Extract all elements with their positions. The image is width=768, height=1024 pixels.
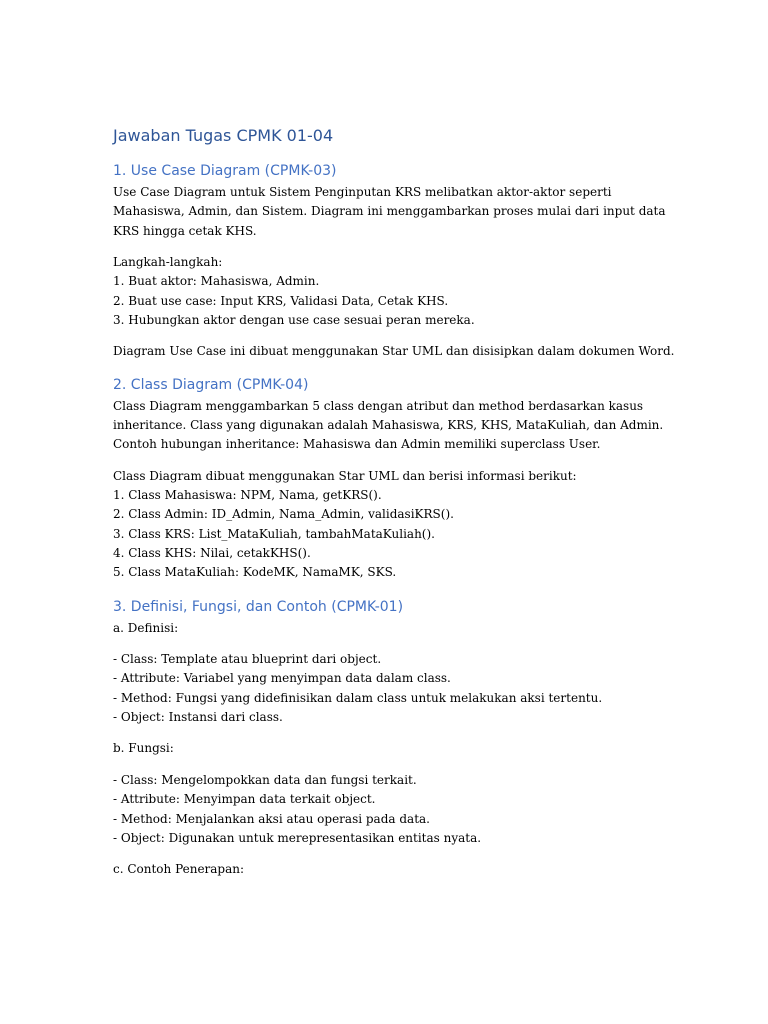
text-line: Use Case Diagram untuk Sistem Penginputan KRS melibatkan aktor-aktor seperti xyxy=(113,185,612,199)
section-heading: 1. Use Case Diagram (CPMK-03) xyxy=(113,163,337,179)
paragraph xyxy=(113,342,675,361)
document-body xyxy=(113,160,675,880)
section-heading: 2. Class Diagram (CPMK-04) xyxy=(113,376,309,393)
text-line: a. Definisi: xyxy=(113,620,179,635)
section-heading: 3. Definisi, Fungsi, dan Contoh (CPMK-01) xyxy=(113,598,404,615)
text-line: 2. Buat use case: Input KRS, Validasi Data, Cetak KHS. xyxy=(113,293,449,308)
text-line: - Method: Fungsi yang didefinisikan dalam class untuk melakukan aksi tertentu. xyxy=(113,690,603,705)
text-line: 2. Class Admin: ID_Admin, Nama_Admin, validasiKRS(). xyxy=(113,507,454,522)
text-line: - Object: Digunakan untuk merepresentasikan entitas nyata. xyxy=(113,830,482,845)
text-line: - Attribute: Menyimpan data terkait object. xyxy=(113,792,376,807)
text-line: Langkah-langkah: xyxy=(113,255,223,270)
text-line: - Class: Template atau blueprint dari object. xyxy=(113,652,382,667)
text-line: Diagram Use Case ini dibuat menggunakan Star UML dan disisipkan dalam dokumen Word. xyxy=(113,344,675,359)
document-section xyxy=(113,596,668,880)
paragraph xyxy=(113,467,668,583)
paragraph xyxy=(113,739,668,758)
text-line: 3. Hubungkan aktor dengan use case sesuai peran mereka. xyxy=(113,312,475,327)
text-line: - Class: Mengelompokkan data dan fungsi terkait. xyxy=(113,772,417,787)
text-line: b. Fungsi: xyxy=(113,741,174,756)
text-line: 3. Class KRS: List_MataKuliah, tambahMataKuliah(). xyxy=(113,526,435,541)
paragraph xyxy=(113,397,668,455)
text-line: c. Contoh Penerapan: xyxy=(113,862,245,877)
paragraph xyxy=(113,253,668,330)
document-section xyxy=(113,160,675,362)
paragraph xyxy=(113,771,668,848)
text-line: Class Diagram menggambarkan 5 class dengan atribut dan method berdasarkan kasus xyxy=(113,398,644,413)
document-section xyxy=(113,374,668,583)
paragraph xyxy=(113,650,668,727)
text-line: 4. Class KHS: Nilai, cetakKHS(). xyxy=(113,546,311,561)
text-line: KRS hingga cetak KHS. xyxy=(113,223,257,238)
paragraph xyxy=(113,619,668,638)
text-line: 1. Buat aktor: Mahasiswa, Admin. xyxy=(113,274,320,289)
paragraph xyxy=(113,183,668,241)
text-line: 5. Class MataKuliah: KodeMK, NamaMK, SKS. xyxy=(113,565,397,580)
text-line: Class Diagram dibuat menggunakan Star UML dan berisi informasi berikut: xyxy=(113,468,577,483)
document-title: Jawaban Tugas CPMK 01-04 xyxy=(113,126,334,145)
text-line: - Method: Menjalankan aksi atau operasi pada data. xyxy=(113,811,430,826)
text-line: - Object: Instansi dari class. xyxy=(113,709,283,724)
text-line: Mahasiswa, Admin, dan Sistem. Diagram ini menggambarkan proses mulai dari input data xyxy=(113,204,666,219)
paragraph xyxy=(113,860,668,879)
text-line: - Attribute: Variabel yang menyimpan data dalam class. xyxy=(113,671,451,686)
text-line: inheritance. Class yang digunakan adalah Mahasiswa, KRS, KHS, MataKuliah, dan Admin. xyxy=(113,418,664,433)
text-line: 1. Class Mahasiswa: NPM, Nama, getKRS(). xyxy=(113,488,382,503)
text-line: Contoh hubungan inheritance: Mahasiswa dan Admin memiliki superclass User. xyxy=(113,437,601,452)
